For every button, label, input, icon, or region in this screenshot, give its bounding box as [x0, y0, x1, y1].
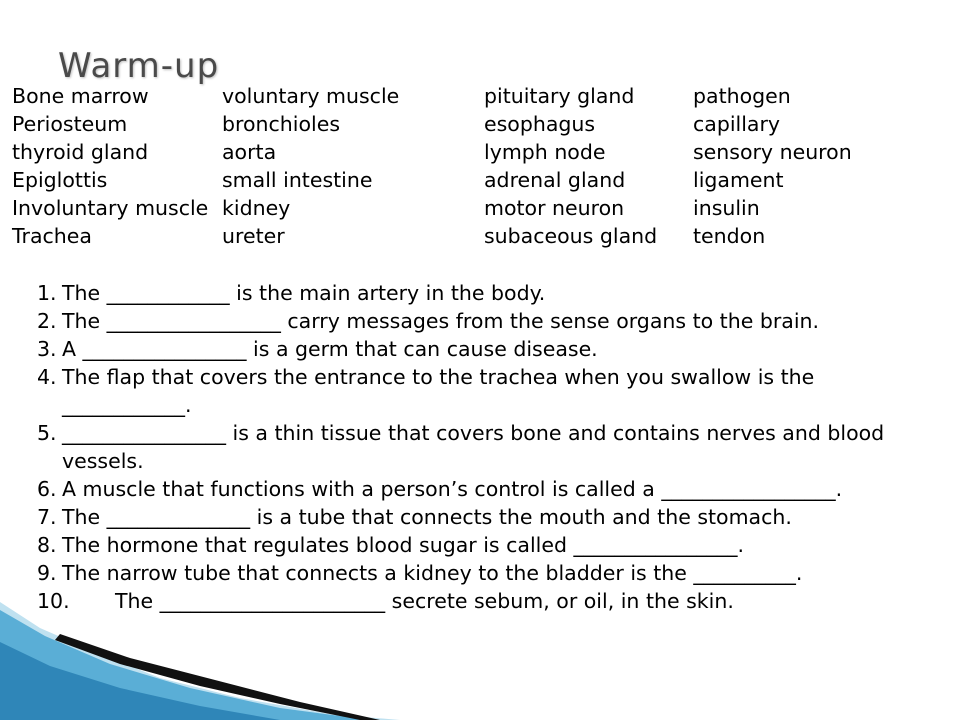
question-text: The ______________ is a tube that connects the mouth and the stomach.	[62, 505, 792, 529]
vocab-word: Trachea	[12, 224, 92, 248]
vocab-column-4	[693, 82, 852, 250]
question-text: The _________________ carry messages from the sense organs to the brain.	[62, 309, 820, 333]
vocab-word: lymph node	[484, 140, 606, 164]
vocab-word: kidney	[222, 196, 291, 220]
question-number: 9.	[37, 561, 57, 585]
vocab-word: ligament	[693, 168, 784, 192]
vocab-word: Periosteum	[12, 112, 128, 136]
slide-title: Warm-up	[58, 46, 220, 86]
question-text: The hormone that regulates blood sugar is called ________________.	[62, 533, 745, 557]
question-text: The flap that covers the entrance to the trachea when you swallow is the ____________.	[62, 365, 821, 417]
question-item	[37, 503, 942, 531]
vocab-word: Epiglottis	[12, 168, 108, 192]
question-text: The narrow tube that connects a kidney to the bladder is the __________.	[62, 561, 803, 585]
question-item	[37, 419, 942, 475]
vocab-column-3	[484, 82, 657, 250]
question-number: 4.	[37, 365, 57, 389]
question-text: The ____________ is the main artery in the body.	[62, 281, 546, 305]
question-text: A ________________ is a germ that can cause disease.	[62, 337, 598, 361]
vocab-column-2	[222, 82, 399, 250]
vocab-word: Bone marrow	[12, 84, 149, 108]
question-number: 10.	[37, 589, 70, 613]
vocab-word: Involuntary muscle	[12, 196, 209, 220]
question-item	[37, 587, 942, 615]
question-text: ________________ is a thin tissue that covers bone and contains nerves and blood vessels.	[62, 421, 891, 473]
vocab-word: pituitary gland	[484, 84, 635, 108]
question-item	[37, 531, 942, 559]
vocab-word: adrenal gland	[484, 168, 626, 192]
vocab-word: voluntary muscle	[222, 84, 400, 108]
vocab-word: sensory neuron	[693, 140, 852, 164]
question-text: The ______________________ secrete sebum, or oil, in the skin.	[115, 589, 734, 613]
question-number: 2.	[37, 309, 57, 333]
vocab-word: motor neuron	[484, 196, 625, 220]
vocab-word: bronchioles	[222, 112, 341, 136]
vocab-word: capillary	[693, 112, 781, 136]
question-item	[37, 475, 942, 503]
question-number: 8.	[37, 533, 57, 557]
vocab-word: ureter	[222, 224, 285, 248]
vocab-column-1	[12, 82, 208, 250]
question-number: 5.	[37, 421, 57, 445]
vocab-word: insulin	[693, 196, 760, 220]
question-number: 7.	[37, 505, 57, 529]
question-number: 6.	[37, 477, 57, 501]
vocab-word: small intestine	[222, 168, 373, 192]
vocab-word: pathogen	[693, 84, 791, 108]
question-item	[37, 559, 942, 587]
vocab-word: esophagus	[484, 112, 596, 136]
vocab-word: subaceous gland	[484, 224, 658, 248]
vocab-word: aorta	[222, 140, 277, 164]
question-item	[37, 335, 942, 363]
vocab-word: thyroid gland	[12, 140, 149, 164]
question-number: 1.	[37, 281, 57, 305]
question-item	[37, 279, 942, 307]
question-item	[37, 307, 942, 335]
question-number: 3.	[37, 337, 57, 361]
fill-in-blank-questions	[37, 279, 942, 615]
question-text: A muscle that functions with a person’s control is called a _________________.	[62, 477, 843, 501]
vocab-word: tendon	[693, 224, 766, 248]
question-item	[37, 363, 942, 419]
